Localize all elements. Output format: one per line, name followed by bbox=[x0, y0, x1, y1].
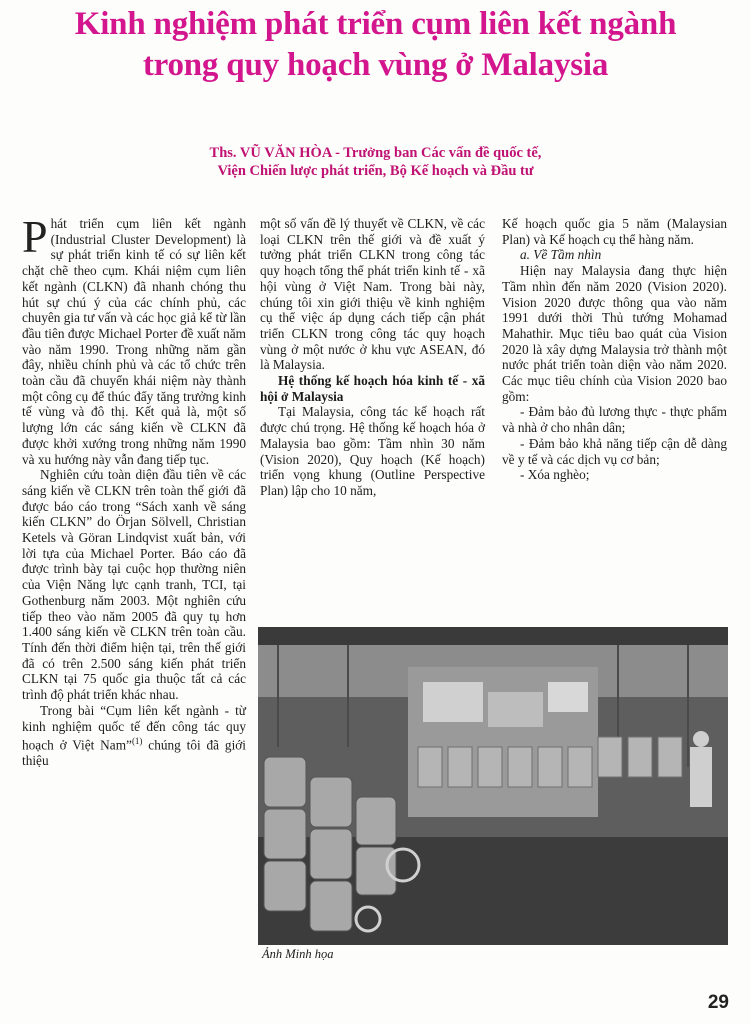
bullet-item: - Đảm bảo khả năng tiếp cận dễ dàng về y tế và các dịch vụ cơ bản; bbox=[502, 435, 727, 467]
subheading: a. Về Tầm nhìn bbox=[520, 247, 602, 263]
title-line-1: Kinh nghiệm phát triển cụm liên kết ngành bbox=[74, 6, 677, 42]
paragraph: Kế hoạch quốc gia 5 năm (Malaysian Plan) và Kế hoạch cụ thể hàng năm. bbox=[502, 216, 727, 247]
column-1 bbox=[22, 211, 246, 769]
article-title bbox=[0, 4, 751, 86]
paragraph: Hiện nay Malaysia đang thực hiện Tầm nhìn đến năm 2020 (Vision 2020). Vision 2020 được thông qua vào năm 1991 dưới thời Thủ tướng Mohamad Mahathir. Mục tiêu bao quát của Vision 2020 là xây dựng Malaysia trở thành một nước phát triển toàn diện vào năm 2020. Các mục tiêu chính của Vision 2020 bao gồm: bbox=[502, 263, 727, 404]
photo-caption: Ảnh Minh họa bbox=[262, 947, 334, 961]
paragraph bbox=[22, 703, 246, 769]
column-2 bbox=[260, 216, 485, 499]
paragraph-text: chúng tôi đã giới thiệu bbox=[22, 737, 246, 769]
drop-cap: P bbox=[22, 211, 48, 262]
bullet-item: - Xóa nghèo; bbox=[520, 467, 590, 483]
footnote-ref: (1) bbox=[131, 736, 143, 747]
paragraph-text: Trong bài “Cụm liên kết ngành - từ kinh nghiệm quốc tế đến công tác quy hoạch ở Việt Nam” bbox=[22, 702, 246, 753]
author-line-2: Viện Chiến lược phát triển, Bộ Kế hoạch và Đầu tư bbox=[217, 163, 534, 179]
author-byline bbox=[90, 144, 661, 180]
section-heading: Hệ thống kế hoạch hóa kinh tế - xã hội ở Malaysia bbox=[260, 373, 485, 404]
illustration-photo bbox=[258, 627, 728, 945]
page-number: 29 bbox=[707, 992, 729, 1013]
bullet-item: - Đảm bảo đủ lương thực - thực phẩm và nhà ở cho nhân dân; bbox=[502, 404, 727, 436]
title-line-2: trong quy hoạch vùng ở Malaysia bbox=[142, 47, 609, 83]
author-line-1: Ths. VŨ VĂN HÒA - Trưởng ban Các vấn đề quốc tế, bbox=[209, 145, 542, 161]
column-3 bbox=[502, 216, 727, 483]
paragraph-text: hát triển cụm liên kết ngành (Industrial Cluster Development) là sự phát triển kinh tế có sự liên kết chặt chẽ theo cụm. Khái niệm cụm liên kết ngành (CLKN) đã nhanh chóng thu hút sự chú ý của các chính phủ, các chuyên gia tư vấn và các học giả kể từ lần đầu tiên được Michael Porter đề xuất năm vào năm 1990. Trong những năm gần đây, nhiều chính phủ và các tổ chức trên toàn cầu đã chuyển khái niệm này thành một công cụ để thúc đẩy tăng trưởng kinh tế vùng và đô thị. Kết quả là, một số lượng lớn các sáng kiến về CLKN đã được khởi xướng trong những năm 1990 và xu hướng này vẫn đang tiếp tục. bbox=[22, 216, 246, 467]
paragraph: Nghiên cứu toàn diện đầu tiên về các sáng kiến về CLKN trên toàn thế giới đã được báo cáo trong “Sách xanh về sáng kiến CLKN” do Örjan Sölvell, Christian Ketels và Göran Lindqvist xuất bản, với lời tựa của Michael Porter. Báo cáo đã được trình bày tại cuộc họp thường niên của Viện Năng lực cạnh tranh, TCI, tại Gothenburg năm 2003. Một nghiên cứu tiếp theo vào năm 2005 đã quy tụ hơn 1.400 sáng kiến về CLKN trên toàn cầu. Tính đến thời điểm hiện tại, trên thế giới đã có trên 2.500 sáng kiến phát triển CLKN tại 75 quốc gia thuộc tất cả các trình độ phát triển khác nhau. bbox=[22, 467, 246, 703]
paragraph bbox=[22, 211, 246, 467]
paragraph: một số vấn đề lý thuyết về CLKN, về các loại CLKN trên thế giới và đề xuất ý tưởng phát triển CLKN trong công tác quy hoạch tổng thể phát triển kinh tế - xã hội vùng ở Việt Nam. Trong bài này, chúng tôi xin giới thiệu về kinh nghiệm cụ thể việc áp dụng cách tiếp cận phát triển CLKN trong công tác quy hoạch vùng ở một nước ở khu vực ASEAN, đó là Malaysia. bbox=[260, 216, 485, 373]
paragraph: Tại Malaysia, công tác kế hoạch rất được chú trọng. Hệ thống kế hoạch hóa ở Malaysia bao gồm: Tầm nhìn 30 năm (Vision 2020), Quy hoạch (Kế hoạch) triển vọng khung (Outline Perspective Plan) lập cho 10 năm, bbox=[260, 404, 485, 498]
factory-photo-drawing bbox=[258, 627, 728, 945]
